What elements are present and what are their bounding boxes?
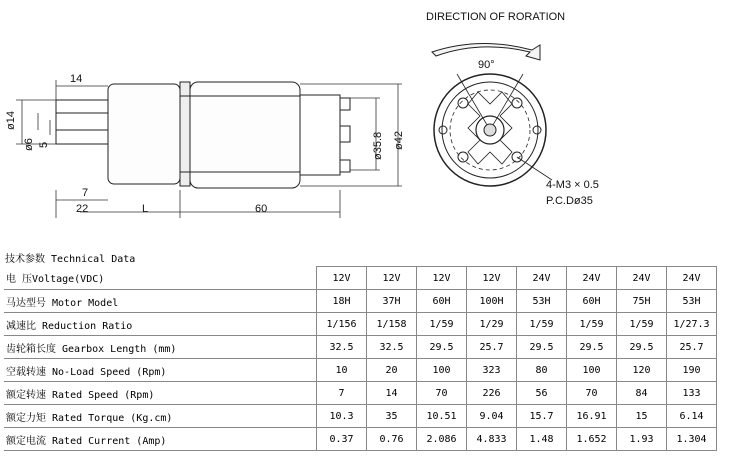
technical-data-rows — [4, 267, 717, 451]
dim-d42: ø42 — [393, 131, 405, 150]
table-cell: 100 — [567, 359, 617, 382]
table-cell: 1/59 — [517, 313, 567, 336]
row-label: 额定电流 Rated Current (Amp) — [4, 428, 317, 451]
table-cell: 1/59 — [567, 313, 617, 336]
table-cell: 1/59 — [617, 313, 667, 336]
table-cell: 12V — [417, 267, 467, 290]
table-cell: 1/27.3 — [667, 313, 717, 336]
technical-data-table — [4, 266, 717, 451]
screw-note: 4-M3 × 0.5 — [546, 179, 599, 191]
table-cell: 24V — [667, 267, 717, 290]
table-cell: 29.5 — [617, 336, 667, 359]
table-row — [4, 382, 717, 405]
row-label: 齿轮箱长度 Gearbox Length (mm) — [4, 336, 317, 359]
row-label: 电 压Voltage(VDC) — [4, 267, 317, 290]
table-cell: 1.48 — [517, 428, 567, 451]
rotation-arrow-icon — [432, 43, 540, 60]
table-row — [4, 267, 717, 290]
dim-5: 5 — [38, 141, 50, 148]
table-cell: 0.76 — [367, 428, 417, 451]
row-label: 额定转速 Rated Speed (Rpm) — [4, 382, 317, 405]
dim-14: 14 — [70, 73, 83, 85]
table-cell: 70 — [567, 382, 617, 405]
table-cell: 226 — [467, 382, 517, 405]
table-cell: 12V — [367, 267, 417, 290]
dim-d14: ø14 — [5, 111, 17, 130]
table-cell: 6.14 — [667, 405, 717, 428]
table-cell: 12V — [467, 267, 517, 290]
row-label: 空载转速 No-Load Speed (Rpm) — [4, 359, 317, 382]
table-cell: 10.51 — [417, 405, 467, 428]
table-cell: 60H — [567, 290, 617, 313]
table-cell: 29.5 — [417, 336, 467, 359]
table-cell: 70 — [417, 382, 467, 405]
table-cell: 1.93 — [617, 428, 667, 451]
table-cell: 18H — [317, 290, 367, 313]
table-cell: 35 — [367, 405, 417, 428]
table-cell: 100 — [417, 359, 467, 382]
row-label: 马达型号 Motor Model — [4, 290, 317, 313]
row-label: 减速比 Reduction Ratio — [4, 313, 317, 336]
table-cell: 16.91 — [567, 405, 617, 428]
table-cell: 1/158 — [367, 313, 417, 336]
table-cell: 32.5 — [317, 336, 367, 359]
table-cell: 15 — [617, 405, 667, 428]
table-cell: 0.37 — [317, 428, 367, 451]
pcd-note: P.C.Dø35 — [546, 195, 593, 207]
table-cell: 2.086 — [417, 428, 467, 451]
motor-front-view — [434, 74, 552, 186]
table-cell: 1/156 — [317, 313, 367, 336]
table-cell: 24V — [617, 267, 667, 290]
table-row — [4, 336, 717, 359]
table-cell: 1/59 — [417, 313, 467, 336]
table-cell: 20 — [367, 359, 417, 382]
table-cell: 323 — [467, 359, 517, 382]
table-cell: 56 — [517, 382, 567, 405]
table-cell: 32.5 — [367, 336, 417, 359]
table-cell: 25.7 — [667, 336, 717, 359]
table-cell: 7 — [317, 382, 367, 405]
dim-d35-8: ø35.8 — [372, 131, 384, 160]
direction-of-rotation-title: DIRECTION OF RORATION — [426, 11, 566, 23]
dim-d6: ø6 — [23, 138, 35, 151]
table-cell: 14 — [367, 382, 417, 405]
table-cell: 25.7 — [467, 336, 517, 359]
table-cell: 12V — [317, 267, 367, 290]
table-cell: 120 — [617, 359, 667, 382]
table-cell: 53H — [667, 290, 717, 313]
table-row — [4, 290, 717, 313]
table-row — [4, 313, 717, 336]
dim-L: L — [142, 203, 149, 215]
table-cell: 29.5 — [567, 336, 617, 359]
dim-7: 7 — [82, 187, 89, 199]
table-cell: 10 — [317, 359, 367, 382]
table-title: 技术参数 Technical Data — [5, 254, 136, 265]
dim-22: 22 — [76, 203, 89, 215]
motor-side-view — [56, 82, 350, 188]
table-row — [4, 428, 717, 451]
table-cell: 75H — [617, 290, 667, 313]
table-cell: 29.5 — [517, 336, 567, 359]
table-cell: 1/29 — [467, 313, 517, 336]
table-row — [4, 405, 717, 428]
table-cell: 1.652 — [567, 428, 617, 451]
table-cell: 84 — [617, 382, 667, 405]
table-cell: 80 — [517, 359, 567, 382]
table-cell: 24V — [567, 267, 617, 290]
table-cell: 53H — [517, 290, 567, 313]
table-cell: 100H — [467, 290, 517, 313]
table-cell: 60H — [417, 290, 467, 313]
table-cell: 190 — [667, 359, 717, 382]
table-cell: 1.304 — [667, 428, 717, 451]
table-row — [4, 359, 717, 382]
table-cell: 4.833 — [467, 428, 517, 451]
table-cell: 133 — [667, 382, 717, 405]
table-cell: 15.7 — [517, 405, 567, 428]
table-cell: 24V — [517, 267, 567, 290]
table-cell: 37H — [367, 290, 417, 313]
table-cell: 10.3 — [317, 405, 367, 428]
row-label: 额定力矩 Rated Torque (Kg.cm) — [4, 405, 317, 428]
angle-label: 90° — [478, 59, 495, 71]
table-cell: 9.04 — [467, 405, 517, 428]
dim-60: 60 — [255, 203, 268, 215]
